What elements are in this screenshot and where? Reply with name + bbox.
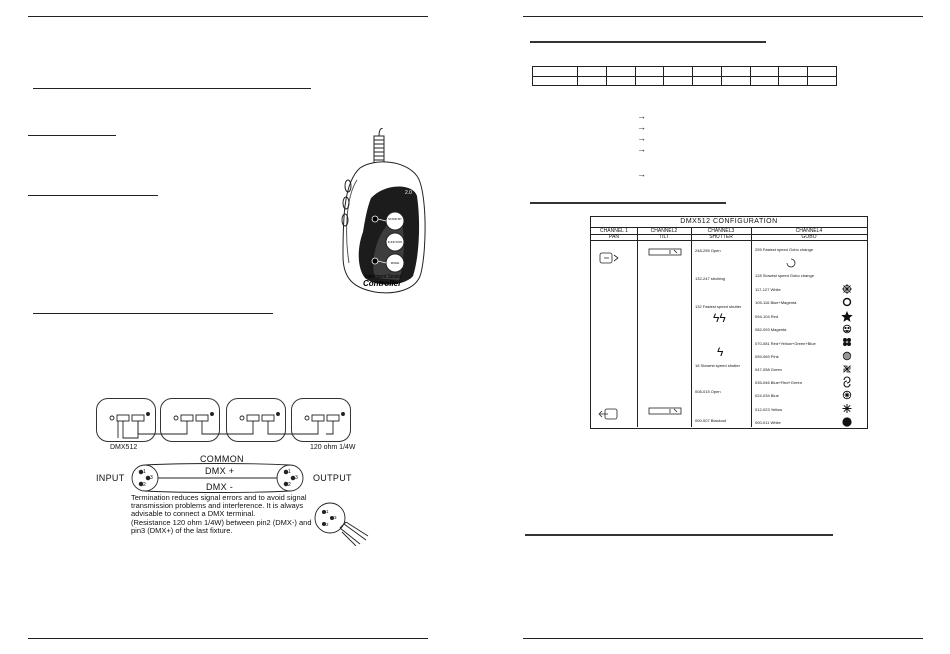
dmx-config-title: DMX512 CONFIGURATION (591, 217, 867, 228)
pan-header: PAN (609, 234, 619, 240)
right-page-top-rule (523, 16, 923, 17)
tilt-fixture-icon-top (648, 248, 682, 256)
arrow-icon: → (637, 169, 646, 179)
clover-icon (843, 338, 850, 345)
gobo-icons-column (837, 281, 857, 427)
gobo-row: 035-046 Blue+Red+Green (755, 380, 802, 385)
left-page-bottom-rule (28, 638, 428, 639)
dmx-minus-label: DMX - (206, 482, 233, 492)
pinwheel-icon (844, 366, 850, 372)
right-section-rule-1 (530, 41, 766, 43)
gobo-row: 082-093 Magenta (755, 327, 787, 332)
right-section-rule-3 (525, 534, 833, 536)
lightning-double-icon: ϟϟ (713, 311, 726, 325)
brand-label: intelligent Series (365, 274, 402, 280)
channel4-header: CHANNEL4 (795, 228, 823, 234)
shutter-row: 248-255 Open (695, 248, 721, 253)
gobo-row: 024-034 Blue (755, 393, 779, 398)
gobo-row: 012-023 Yellow (755, 407, 783, 412)
shutter-row: 000-007 Blackout (695, 418, 727, 423)
svg-text:2: 2 (326, 522, 329, 527)
svg-text:2: 2 (143, 482, 146, 488)
arrow-icon: → (637, 122, 646, 132)
dots-icon (843, 325, 851, 333)
star-icon (842, 312, 851, 321)
gobo-row: 000-011 White (755, 420, 781, 425)
gobo-row: 047-058 Green (755, 367, 782, 372)
dmx512-label: DMX512 (110, 444, 138, 451)
svg-text:1: 1 (326, 509, 329, 514)
svg-text:3: 3 (295, 475, 298, 481)
gobo-row: 094-104 Red (755, 314, 779, 319)
left-subsection-rule-2 (28, 195, 158, 196)
product-label: Controller (363, 279, 402, 288)
dmx-plus-label: DMX + (205, 466, 235, 476)
svg-text:2.0: 2.0 (405, 190, 412, 196)
channel2-header: CHANNEL2 (650, 228, 678, 234)
svg-text:1: 1 (143, 469, 146, 475)
function-button-label: FUNCTION (387, 240, 403, 244)
channel3-header: CHANNEL3 (707, 228, 735, 234)
lightning-single-icon: ϟ (717, 345, 724, 359)
svg-text:1: 1 (288, 469, 291, 475)
channel-table (532, 66, 837, 86)
termination-note: Termination reduces signal errors and to avoid signal transmission problems and interference. It is always advisable to connect a DMX terminal. (Resistance 120 ohm 1/4W) between pin2 (DMX-) and pin3 (DMX+) of the last fixture. (131, 493, 312, 535)
xlr-connection-diagram (130, 458, 310, 498)
arrow-icon: → (637, 111, 646, 121)
rotate-icon (785, 257, 797, 269)
svg-text:3: 3 (150, 475, 153, 481)
solid-circle-icon (843, 418, 851, 426)
right-section-rule-2 (530, 202, 726, 204)
shutter-row: 16 Slowest speed shutter (695, 363, 740, 368)
mode-button-label: MODE (390, 261, 400, 265)
arrow-icon: → (637, 144, 646, 154)
gobo-row: 105-116 Blue+Magenta (755, 300, 797, 305)
shutter-row: 132 Fastest speed shutter (695, 304, 742, 309)
left-subsection-rule-1 (28, 135, 116, 136)
pan-fixture-icon (598, 251, 622, 265)
asterisk-icon (843, 404, 852, 413)
left-page-top-rule (28, 16, 428, 17)
right-page-bottom-rule (523, 638, 923, 639)
shutter-header: SHUTTER (709, 234, 733, 240)
grid-icon (843, 352, 851, 360)
flower-icon (842, 284, 852, 294)
gobo-row: 117-127 White (755, 287, 781, 292)
svg-text:3: 3 (334, 515, 337, 520)
controller-illustration (335, 128, 430, 298)
pan-fixture-icon-bottom (598, 407, 622, 421)
input-label: INPUT (96, 473, 125, 483)
common-label: COMMON (200, 454, 244, 464)
gobo-row: 059-069 Pink (755, 354, 779, 359)
terminator-plug-illustration (310, 498, 372, 546)
shutter-row: 132-247 strobing (695, 276, 726, 281)
tilt-header: TILT (659, 234, 669, 240)
dmx-configuration-figure (590, 216, 868, 429)
arrow-icon: → (637, 133, 646, 143)
swirl-icon (844, 377, 850, 387)
gobo-row: 255 Fastest speed Gobo change (755, 247, 814, 252)
gobo-header: GOBO (801, 234, 817, 240)
ring-icon (844, 299, 851, 306)
termination-label: 120 ohm 1/4W (310, 444, 356, 451)
svg-text:2: 2 (288, 482, 291, 488)
channel1-header: CHANNEL 1 (600, 228, 628, 234)
burst-icon (843, 391, 851, 399)
shutter-row: 008-015 Open (695, 389, 721, 394)
standby-button-label: STAND BY (388, 217, 402, 221)
left-section-rule-1 (33, 88, 311, 89)
tilt-fixture-icon-bottom (648, 407, 682, 415)
output-label: OUTPUT (313, 473, 352, 483)
gobo-row: 070-081 Red+Yellow+Green+Blue (755, 341, 816, 346)
left-section-rule-2 (33, 313, 273, 314)
gobo-row: 128 Slowest speed Gobo change (755, 273, 814, 278)
